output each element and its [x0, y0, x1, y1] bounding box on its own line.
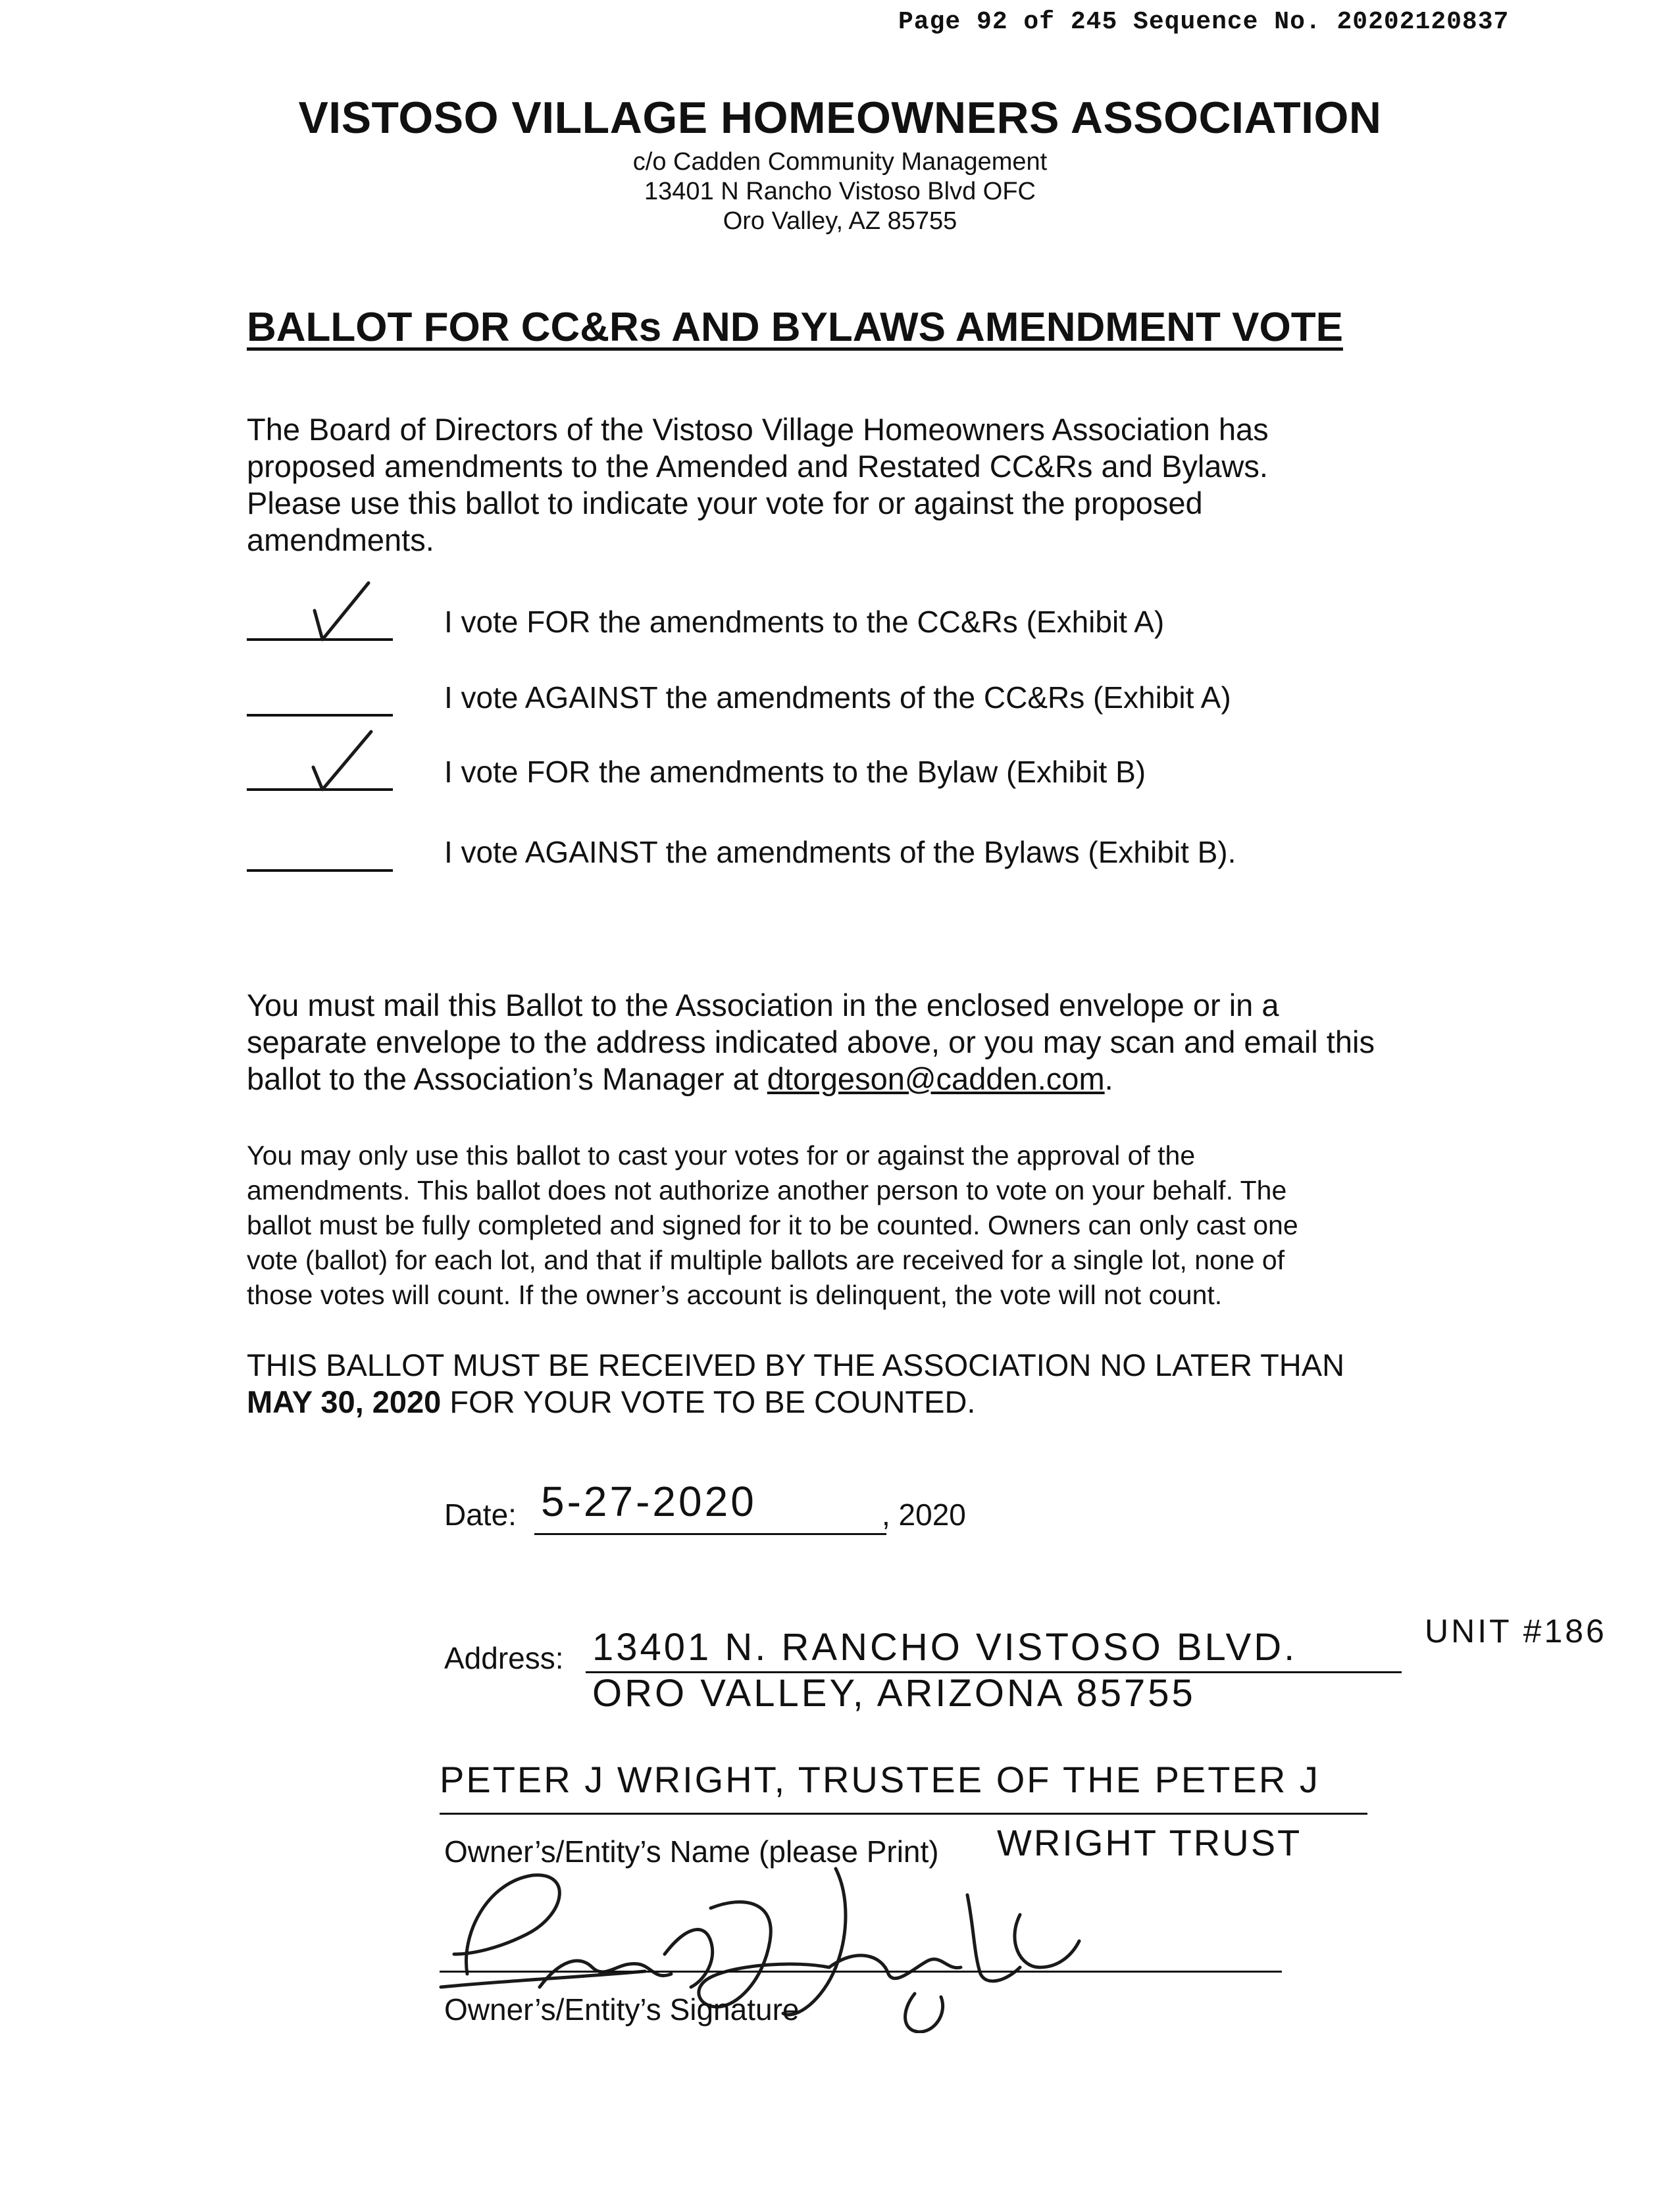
intro-line: Please use this ballot to indicate your vote for or against the proposed: [247, 486, 1203, 520]
address-value-line2: ORO VALLEY, ARIZONA 85755: [592, 1672, 1196, 1715]
mail-line-suffix: .: [1104, 1061, 1113, 1096]
mail-line-prefix: ballot to the Association’s Manager at: [247, 1061, 767, 1096]
date-input-line[interactable]: [534, 1533, 886, 1535]
owner-name-label: Owner’s/Entity’s Name (please Print): [444, 1834, 939, 1869]
vote-blank-against-ccrs[interactable]: [247, 714, 393, 717]
deadline-notice: [247, 1347, 1497, 1421]
owner-name-value-line2: WRIGHT TRUST: [997, 1822, 1302, 1863]
mail-line: You must mail this Ballot to the Association in the enclosed envelope or in a: [247, 988, 1279, 1022]
deadline-line: [247, 1384, 1497, 1421]
page-header: Page 92 of 245 Sequence No. 20202120837: [898, 8, 1510, 36]
manager-email-link[interactable]: dtorgeson@cadden.com: [767, 1061, 1105, 1096]
rules-line: those votes will count. If the owner’s account is delinquent, the vote will not count.: [247, 1280, 1223, 1310]
intro-paragraph: [247, 411, 1431, 559]
deadline-date: MAY 30, 2020: [247, 1384, 442, 1419]
ballot-title: BALLOT FOR CC&Rs AND BYLAWS AMENDMENT VOTE: [247, 305, 1343, 350]
deadline-rest: FOR YOUR VOTE TO BE COUNTED.: [441, 1384, 976, 1419]
rules-line: vote (ballot) for each lot, and that if multiple ballots are received for a single lot, none of: [247, 1245, 1285, 1275]
signature-label: Owner’s/Entity’s Signature: [444, 1992, 800, 2027]
rules-line: You may only use this ballot to cast your votes for or against the approval of the: [247, 1140, 1196, 1171]
mail-instructions: [247, 987, 1431, 1098]
signature-input-line[interactable]: [440, 1971, 1282, 1973]
voting-rules: [247, 1138, 1431, 1313]
date-label: Date:: [444, 1498, 517, 1532]
vote-option-against-ccrs: I vote AGAINST the amendments of the CC&Rs (Exhibit A): [444, 680, 1231, 715]
rules-line: amendments. This ballot does not authorize another person to vote on your behalf. The: [247, 1175, 1287, 1205]
check-mark-icon: [303, 579, 375, 645]
mail-line: [247, 1061, 1431, 1098]
vote-option-for-bylaws: I vote FOR the amendments to the Bylaw (Exhibit B): [444, 755, 1146, 789]
organization-name: VISTOSO VILLAGE HOMEOWNERS ASSOCIATION: [298, 93, 1382, 143]
check-mark-icon: [303, 729, 375, 795]
organization-city: Oro Valley, AZ 85755: [723, 207, 957, 235]
intro-line: amendments.: [247, 522, 434, 557]
address-value-line1: 13401 N. RANCHO VISTOSO BLVD.: [592, 1626, 1298, 1669]
vote-blank-against-bylaws[interactable]: [247, 869, 393, 872]
mail-line: separate envelope to the address indicated above, or you may scan and email this: [247, 1024, 1375, 1059]
address-unit: UNIT #186: [1425, 1613, 1607, 1650]
owner-name-input-line[interactable]: [440, 1813, 1367, 1815]
address-label: Address:: [444, 1641, 564, 1675]
organization-care-of: c/o Cadden Community Management: [632, 148, 1048, 176]
intro-line: proposed amendments to the Amended and Restated CC&Rs and Bylaws.: [247, 449, 1268, 484]
date-suffix: , 2020: [882, 1498, 966, 1532]
intro-line: The Board of Directors of the Vistoso Village Homeowners Association has: [247, 412, 1269, 447]
rules-line: ballot must be fully completed and signed for it to be counted. Owners can only cast one: [247, 1210, 1298, 1240]
owner-name-value-line1: PETER J WRIGHT, TRUSTEE OF THE PETER J: [440, 1759, 1320, 1800]
organization-street: 13401 N Rancho Vistoso Blvd OFC: [644, 178, 1036, 205]
vote-option-against-bylaws: I vote AGAINST the amendments of the Bylaws (Exhibit B).: [444, 835, 1236, 869]
deadline-line: THIS BALLOT MUST BE RECEIVED BY THE ASSOCIATION NO LATER THAN: [247, 1348, 1345, 1382]
date-value: 5-27-2020: [541, 1478, 757, 1525]
vote-option-for-ccrs: I vote FOR the amendments to the CC&Rs (Exhibit A): [444, 605, 1165, 639]
